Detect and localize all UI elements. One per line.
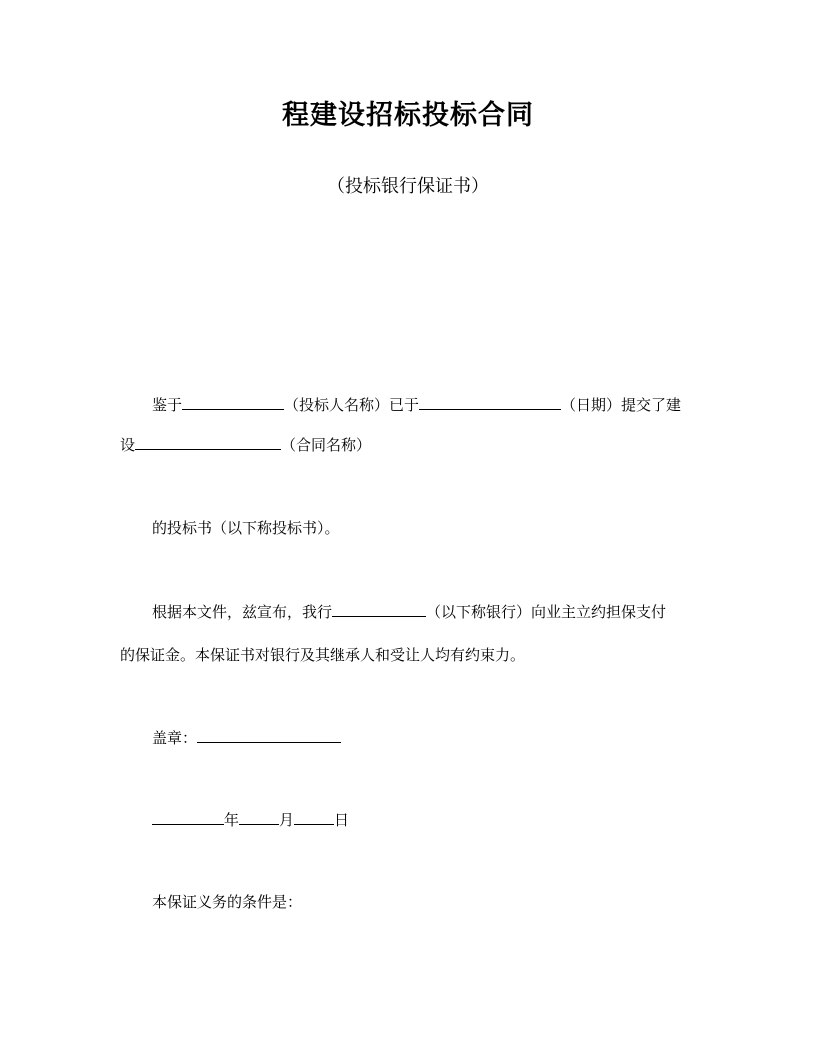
text-contract-name-label: （合同名称） [281, 436, 372, 454]
bidder-name-blank [182, 393, 284, 410]
paragraph-3-line-2: 的保证金。本保证书对银行及其继承人和受让人均有约束力。 [120, 646, 526, 664]
text-bidder-name-label: （投标人名称）已于 [284, 396, 420, 414]
date-line [152, 808, 349, 832]
text-she: 设 [120, 436, 136, 454]
seal-line [152, 726, 341, 750]
date-blank [419, 393, 561, 410]
year-label: 年 [224, 811, 240, 829]
text-jianyu: 鉴于 [152, 396, 183, 414]
seal-label: 盖章： [152, 729, 198, 747]
paragraph-2: 的投标书（以下称投标书）。 [152, 519, 340, 537]
year-blank [152, 808, 224, 825]
month-label: 月 [279, 811, 295, 829]
bank-name-blank [332, 600, 426, 617]
document-subtitle: （投标银行保证书） [327, 176, 489, 197]
text-declaration: 根据本文件，兹宣布，我行 [152, 603, 333, 621]
day-blank [294, 808, 334, 825]
seal-blank [197, 726, 341, 743]
document-title: 程建设招标投标合同 [282, 100, 534, 131]
day-label: 日 [334, 811, 350, 829]
text-bank-label: （以下称银行）向业主立约担保支付 [426, 603, 667, 621]
paragraph-1-line-1 [152, 393, 681, 417]
paragraph-3-line-1 [152, 600, 666, 624]
month-blank [239, 808, 279, 825]
conditions-line: 本保证义务的条件是： [152, 893, 303, 911]
contract-name-blank [135, 433, 281, 450]
text-date-label: （日期）提交了建 [561, 396, 682, 414]
paragraph-1-line-2 [120, 433, 371, 457]
